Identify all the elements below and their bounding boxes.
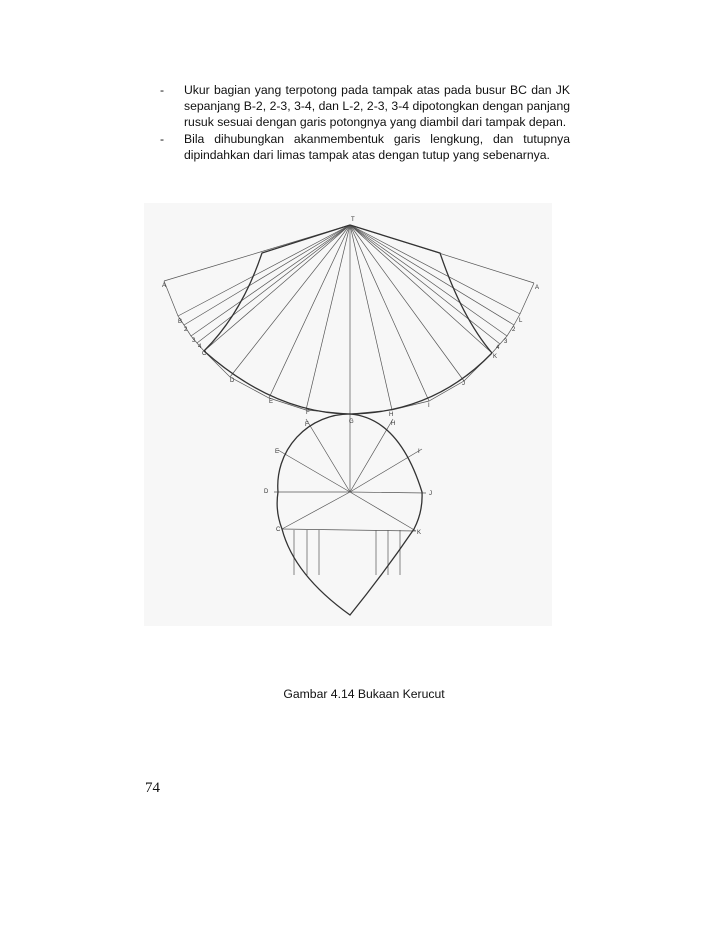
page-number: 74 [145, 780, 160, 796]
circle-label: D [264, 489, 269, 495]
fan-label: F [306, 410, 310, 416]
fan-label: G [349, 419, 354, 425]
fan-label: C [202, 351, 207, 357]
circle-label: K [417, 530, 422, 536]
cone-development-figure [144, 203, 552, 626]
cone-development-drawing [144, 203, 552, 626]
bullet-marker: - [160, 83, 165, 97]
bullet-text: Ukur bagian yang terpotong pada tampak atas pada busur BC dan JK sepanjang B-2, 2-3, 3-4, dan L-2, 2-3, 3-4 dipotongkan dengan panjang rusuk sesuai dengan garis potongnya yang diambil dari tampak depan. [184, 83, 570, 130]
fan-label: E [269, 399, 274, 405]
fan-label: D [230, 378, 235, 384]
fan-label: L [519, 318, 523, 324]
circle-label: F [305, 422, 309, 428]
fan-label: I [428, 403, 430, 409]
circle-label: C [276, 527, 281, 533]
fan-label: 2 [512, 327, 516, 333]
fan-label: 3 [504, 339, 508, 345]
circle-label: J [429, 491, 432, 497]
fan-label: 3 [192, 338, 196, 344]
fan-label: 4 [496, 345, 500, 351]
apex-label: T [351, 217, 355, 223]
instruction-list [160, 82, 570, 163]
fan-label: A [535, 285, 540, 291]
fan-label: H [389, 412, 394, 418]
list-item [160, 82, 570, 131]
fan-label: K [493, 354, 498, 360]
circle-label: I [418, 449, 420, 455]
figure-caption: Gambar 4.14 Bukaan Kerucut [283, 687, 445, 701]
fan-label: 2 [184, 327, 188, 333]
bullet-text: Bila dihubungkan akanmembentuk garis lengkung, dan tutupnya dipindahkan dari limas tampak atas dengan tutup yang sebenarnya. [184, 131, 570, 162]
list-item [160, 131, 570, 163]
fan-label: A [162, 283, 167, 289]
fan-label: J [462, 381, 465, 387]
fan-label: B [178, 319, 183, 325]
circle-label: H [391, 421, 396, 427]
circle-label: E [275, 449, 280, 455]
fan-label: 4 [198, 344, 202, 350]
bullet-marker: - [160, 131, 165, 146]
